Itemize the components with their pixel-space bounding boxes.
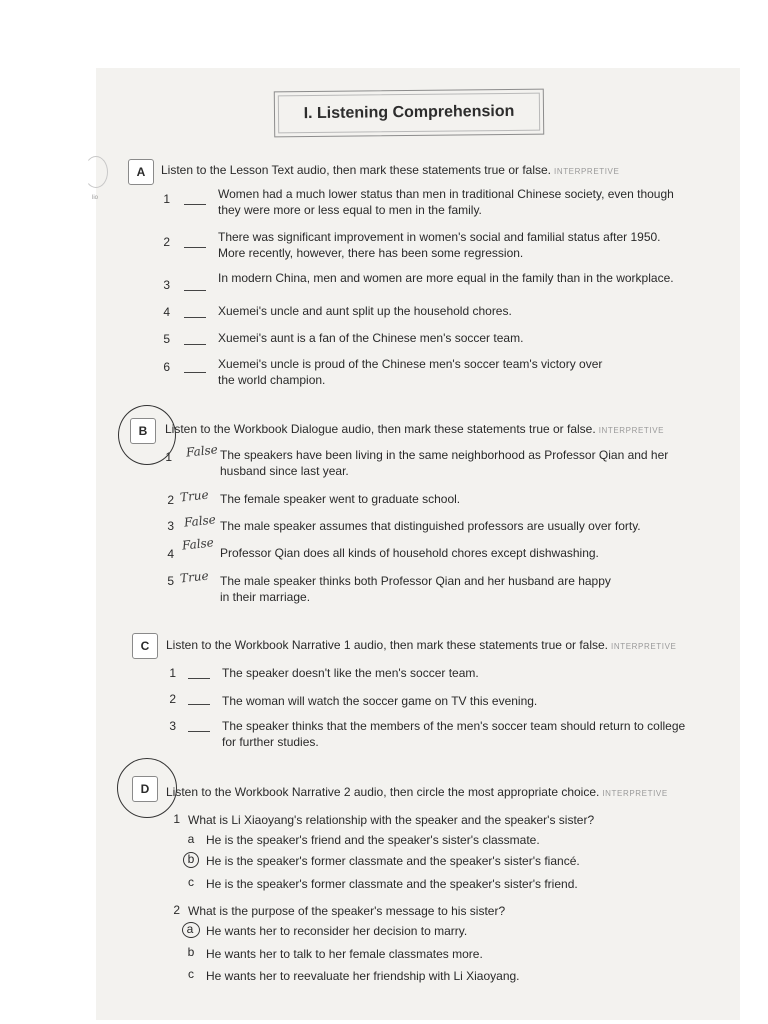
section-instruction: Listen to the Workbook Dialogue audio, then mark these statements true or false. INTERPRETIVE	[165, 422, 665, 436]
page-title: I. Listening Comprehension	[274, 89, 544, 138]
answer-blank[interactable]	[184, 305, 206, 318]
answer-blank[interactable]	[188, 666, 210, 679]
handwritten-answer[interactable]: False	[183, 512, 217, 530]
section-instruction: Listen to the Workbook Narrative 1 audio, then mark these statements true or false. INTERPRETIVE	[166, 638, 677, 652]
section-letter: D	[132, 776, 158, 802]
section-letter: B	[130, 418, 156, 444]
section-letter: A	[128, 159, 154, 185]
handwritten-answer[interactable]: True	[179, 568, 210, 586]
section-letter: C	[132, 633, 158, 659]
answer-blank[interactable]	[188, 719, 210, 732]
handwritten-answer[interactable]: True	[179, 487, 210, 505]
section-instruction: Listen to the Lesson Text audio, then mark these statements true or false. INTERPRETIVE	[161, 163, 620, 177]
answer-blank[interactable]	[184, 360, 206, 373]
margin-note: lio	[92, 195, 99, 201]
answer-blank[interactable]	[184, 235, 206, 248]
margin-arc-mark	[84, 156, 108, 188]
handwritten-answer[interactable]: False	[181, 535, 215, 553]
answer-blank[interactable]	[184, 332, 206, 345]
handwritten-answer[interactable]: False	[185, 442, 219, 460]
answer-blank[interactable]	[184, 278, 206, 291]
section-instruction: Listen to the Workbook Narrative 2 audio, then circle the most appropriate choice. INTERPRETIVE	[166, 785, 668, 799]
answer-blank[interactable]	[188, 692, 210, 705]
answer-blank[interactable]	[184, 192, 206, 205]
